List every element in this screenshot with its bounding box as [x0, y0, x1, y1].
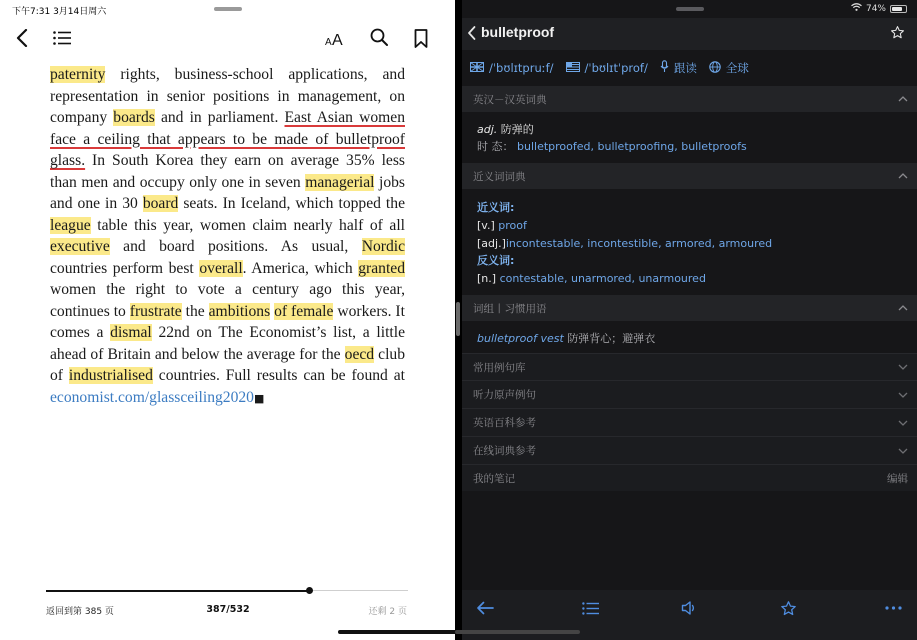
home-indicator-right[interactable] [455, 630, 580, 634]
section-header-my-notes[interactable] [462, 464, 917, 491]
body-text: and in parliament. [154, 109, 285, 126]
follow-read-button[interactable] [660, 60, 697, 76]
ec-definition [477, 121, 747, 155]
global-button[interactable] [709, 60, 749, 76]
section-header-ec-dictionary[interactable] [462, 86, 917, 112]
body-text: table this year, women claim nearly half of all [90, 216, 405, 234]
multitasking-grabber-right[interactable] [676, 7, 704, 11]
battery-percentage: 74% [865, 3, 886, 14]
body-text: countries. Full results can be found at [152, 367, 405, 384]
back-arrow-icon[interactable] [474, 598, 496, 618]
back-chevron-icon[interactable] [467, 25, 476, 45]
wifi-icon [851, 3, 862, 14]
body-text: the [181, 302, 209, 320]
chevron-up-icon [898, 170, 908, 182]
highlighted-word[interactable]: league [50, 216, 91, 234]
section-title: 英汉－汉英词典 [473, 93, 547, 106]
battery-icon [890, 5, 907, 13]
status-time-date: 下午7:31 3月14日周六 [12, 7, 107, 17]
highlighted-word[interactable]: of female [274, 302, 334, 320]
chevron-up-icon [898, 93, 908, 105]
antonyms-noun[interactable]: contestable, unarmored, unarmoured [499, 272, 706, 286]
phrase-text[interactable]: bulletproof vest [477, 332, 564, 345]
uk-flag-icon [470, 61, 484, 75]
dictionary-pane [462, 0, 917, 640]
section-title: 词组丨习惯用语 [473, 302, 547, 315]
highlighted-word[interactable]: Nordic [361, 238, 405, 255]
synonym-pos-verb: [v.] [477, 218, 495, 232]
status-indicators [851, 3, 907, 14]
antonyms-label: 反义词: [477, 254, 515, 268]
split-view-divider[interactable] [455, 0, 462, 640]
body-text: In South Korea they earn on average 35% less than men and occupy only one in seven [50, 152, 405, 191]
body-text: 22nd on The Economist’s list, a little ahead of Britain and below the average for the [50, 324, 405, 363]
highlighted-word[interactable]: granted [358, 259, 405, 277]
section-header-example-sentences[interactable] [462, 353, 917, 380]
phrase-entry [477, 330, 655, 347]
body-text: rights, business-school applications, and representation in senior positions in management, on company [50, 66, 405, 126]
body-text: seats. In Iceland, which topped the [178, 195, 405, 212]
font-size-icon[interactable] [323, 27, 347, 49]
section-header-encyclopedia[interactable] [462, 408, 917, 436]
highlighted-word[interactable]: boards [113, 109, 155, 126]
chevron-down-icon [898, 389, 908, 401]
highlighted-word[interactable]: board [142, 195, 179, 212]
headword: bulletproof [481, 24, 555, 40]
dictionary-header [462, 18, 917, 50]
phonetics-row [470, 60, 761, 76]
article-link[interactable]: economist.com/glassceiling2020 [50, 388, 254, 406]
thesaurus-content [477, 199, 772, 288]
synonyms-adj[interactable]: incontestable, incontestible, armored, armoured [505, 236, 773, 250]
split-view-handle[interactable] [456, 302, 460, 336]
antonym-pos-noun: [n.] [477, 272, 497, 286]
highlighted-word[interactable]: paternity [50, 66, 106, 83]
us-flag-icon [566, 61, 580, 75]
body-text: . America, which [242, 259, 359, 277]
highlighted-word[interactable]: dismal [110, 324, 152, 341]
definition-text: 防弹的 [500, 123, 534, 136]
globe-icon [709, 61, 721, 76]
body-text: jobs and one in 30 [50, 173, 405, 212]
section-header-thesaurus[interactable] [462, 163, 917, 189]
uk-pronunciation[interactable] [470, 61, 554, 75]
end-mark: ■ [253, 391, 265, 405]
highlighted-word[interactable]: overall [199, 259, 243, 277]
article-body[interactable] [50, 64, 405, 409]
speaker-icon[interactable] [678, 598, 700, 618]
chevron-up-icon [898, 302, 908, 314]
svg-text:A: A [332, 32, 343, 46]
bookmark-icon[interactable] [412, 27, 430, 49]
page-counter: 387/532 [206, 604, 250, 615]
pages-remaining: 还剩 2 页 [368, 607, 407, 617]
section-title: 近义词词典 [473, 170, 526, 183]
section-title: 英语百科参考 [473, 417, 536, 429]
back-to-page-link[interactable]: 返回到第 385 页 [46, 607, 114, 617]
chevron-down-icon [898, 417, 908, 429]
svg-text:A: A [325, 37, 332, 46]
us-phonetic-text: /ˈbʊlɪtˈprof/ [584, 61, 648, 75]
notes-edit-button[interactable]: 编辑 [887, 472, 908, 485]
body-text: and board positions. As usual, [109, 238, 362, 255]
table-of-contents-icon[interactable] [52, 29, 72, 47]
chevron-down-icon [898, 445, 908, 457]
section-title: 听力原声例句 [473, 389, 536, 401]
multitasking-grabber[interactable] [214, 7, 242, 11]
reading-progress-slider[interactable] [46, 590, 408, 591]
highlighted-word[interactable]: oecd [344, 345, 375, 363]
reading-progress-fill [46, 590, 309, 592]
back-chevron-icon[interactable] [14, 28, 30, 48]
synonym-pos-adj: [adj.] [477, 236, 506, 250]
tense-forms[interactable]: bulletproofed, bulletproofing, bulletproofs [517, 140, 747, 153]
synonyms-verb[interactable]: proof [498, 218, 527, 232]
search-icon[interactable] [369, 27, 389, 47]
body-text: workers. It comes a [50, 302, 405, 341]
synonyms-label: 近义词: [477, 201, 515, 214]
global-label: 全球 [725, 61, 749, 75]
highlighted-word[interactable]: industrialised [68, 367, 153, 384]
list-icon[interactable] [579, 598, 601, 618]
follow-read-label: 跟读 [673, 61, 697, 75]
section-title: 我的笔记 [473, 472, 515, 485]
section-header-listening-examples[interactable] [462, 380, 917, 408]
section-header-online-dictionary[interactable] [462, 436, 917, 464]
section-title: 常用例句库 [473, 361, 526, 374]
highlighted-word[interactable]: frustrate [129, 302, 182, 320]
body-text: women the right to vote a century ago this year, continues to [50, 281, 405, 320]
reading-progress-knob[interactable] [306, 587, 313, 594]
body-text: club of [50, 345, 405, 384]
reader-pane [0, 0, 455, 640]
highlighted-word[interactable]: executive [50, 238, 110, 255]
favorite-star-icon[interactable] [890, 25, 905, 44]
section-title: 在线词典参考 [473, 445, 536, 457]
microphone-icon [660, 60, 669, 76]
section-header-phrases[interactable] [462, 295, 917, 321]
chevron-down-icon [898, 361, 908, 373]
highlighted-word[interactable]: managerial [305, 173, 375, 191]
uk-phonetic-text: /ˈbʊlɪtpruːf/ [489, 61, 554, 75]
part-of-speech: adj. [477, 123, 498, 136]
favorite-star-icon[interactable] [777, 598, 799, 618]
body-text: countries perform best [50, 259, 200, 277]
highlighted-word[interactable]: ambitions [208, 302, 271, 320]
us-pronunciation[interactable] [566, 61, 648, 75]
underlined-sentence[interactable]: East Asian women face a ceiling that appears to be made of bulletproof glass. [50, 109, 405, 169]
tense-label: 时 态： [477, 140, 514, 153]
phrase-meaning: 防弹背心；避弹衣 [567, 332, 656, 345]
more-options-icon[interactable] [882, 598, 904, 618]
